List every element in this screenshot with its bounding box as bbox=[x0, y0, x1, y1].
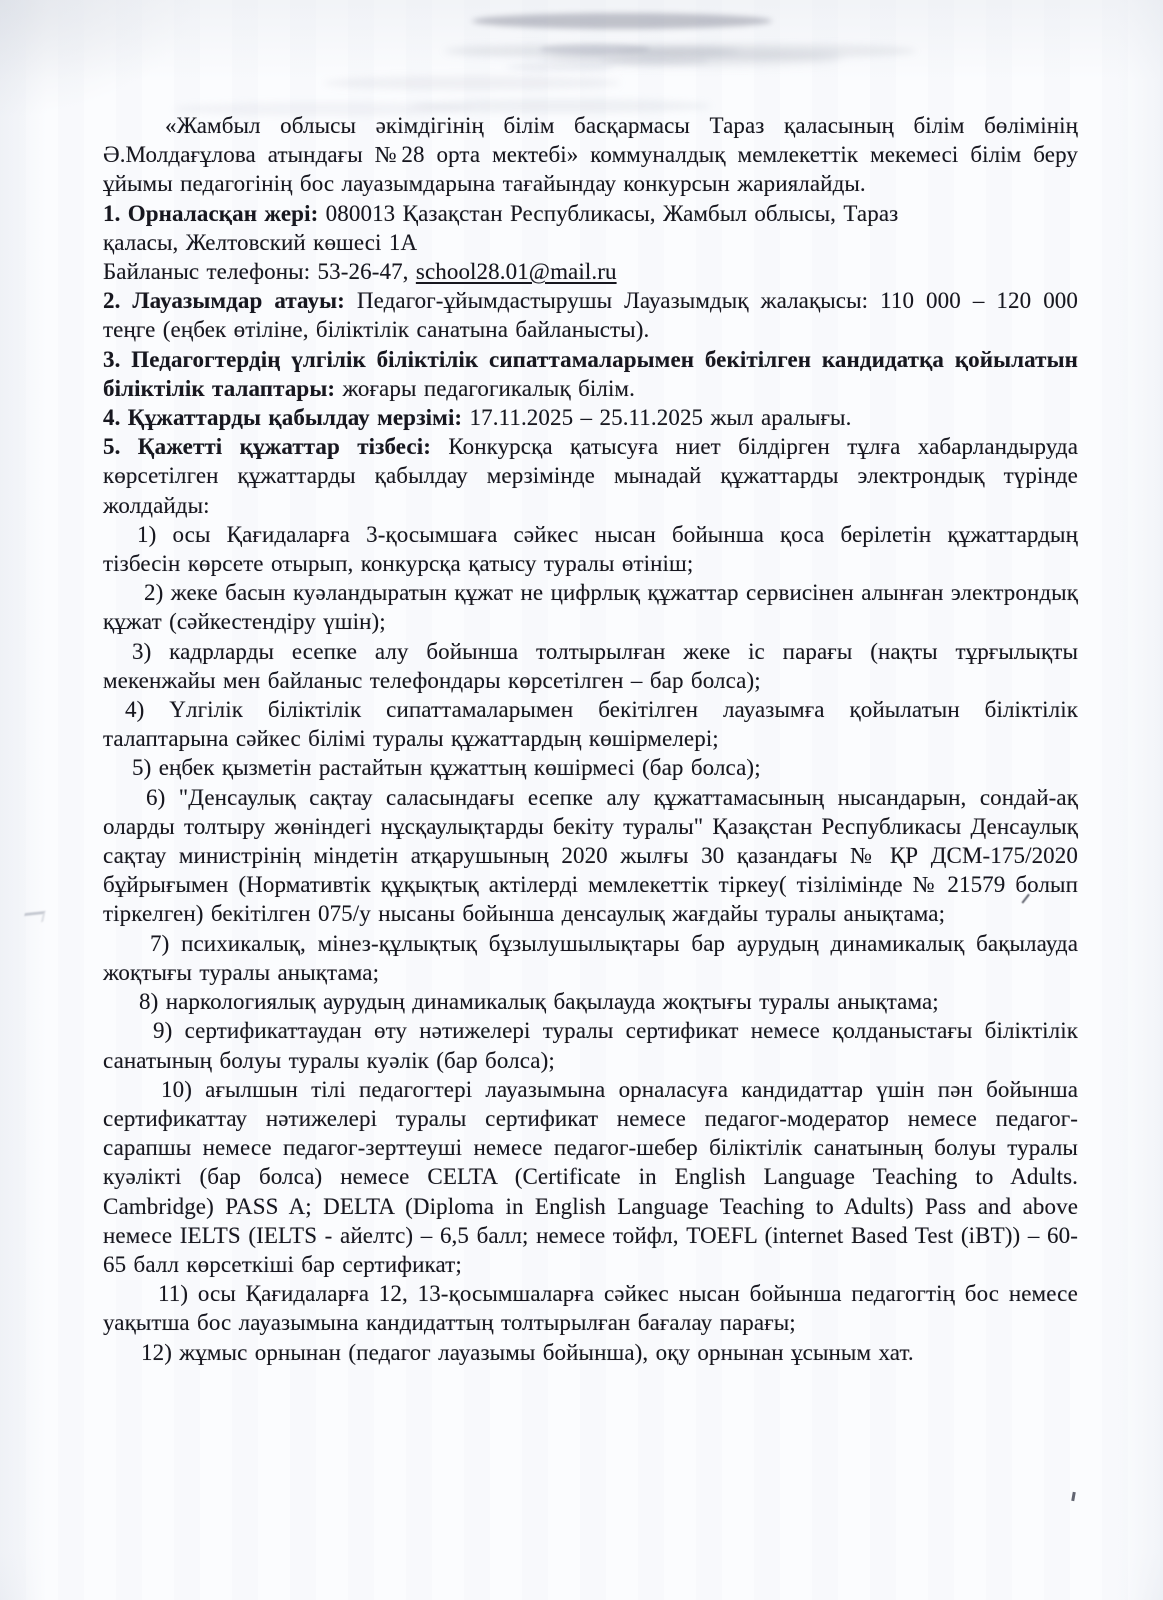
document-list-item-9: 9) сертификаттаудан өту нәтижелері туралы сертификат немесе қолданыстағы біліктілік санатының болуы туралы куәлік (бар болса); bbox=[103, 1018, 1078, 1073]
position-section bbox=[103, 286, 1078, 344]
qualification-label: 3. Педагогтердің үлгілік біліктілік сипаттамаларымен бекітілген кандидатқа қойылатын біліктілік талаптары: bbox=[103, 346, 1078, 401]
contact-line bbox=[103, 257, 1078, 286]
intro-paragraph: «Жамбыл облысы әкімдігінің білім басқармасы Тараз қаласының білім бөлімінің Ә.Молдағұлова атындағы №28 орта мектебі» коммуналдық мемлекеттік мекемесі білім беру ұйымы педагогінің бос лауазымдарына тағайындау конкурсын жариялайды. bbox=[103, 113, 1078, 197]
document-list-item-3: 3) кадрларды есепке алу бойынша толтырылған жеке іс парағы (нақты тұрғылықты мекенжайы мен байланыс телефондары көрсетілген – бар болса); bbox=[103, 638, 1078, 693]
scan-mark-bottom-right bbox=[1071, 1492, 1076, 1501]
deadline-text: 17.11.2025 – 25.11.2025 жыл аралығы. bbox=[462, 405, 852, 431]
qualification-text: жоғары педагогикалық білім. bbox=[335, 375, 635, 401]
scan-smudge-speckles bbox=[540, 44, 650, 54]
document-list-item-7: 7) психикалық, мінез-құлықтық бұзылушылықтары бар аурудың динамикалық бақылауда жоқтығы туралы анықтама; bbox=[103, 930, 1078, 985]
email-text: school28.01@mail.ru bbox=[415, 259, 617, 285]
scan-mark-left-margin bbox=[23, 911, 46, 924]
document-list-item-2: 2) жеке басын куәландыратын құжат не цифрлық құжаттар сервисінен алынған электрондық құжат (сәйкестендіру үшін); bbox=[103, 580, 1078, 635]
document-list-item-8: 8) наркологиялық аурудың динамикалық бақылауда жоқтығы туралы анықтама; bbox=[139, 989, 939, 1015]
document-list-item-5: 5) еңбек қызметін растайтын құжаттың көшірмесі (бар болса); bbox=[132, 755, 761, 781]
document-list-item-10: 10) ағылшын тілі педагогтері лауазымына орналасуға кандидаттар үшін пән бойынша сертификаттау нәтижелері туралы сертификат немесе педагог-модератор немесе педагог-сарапшы немесе педагог-зерттеуші немесе педагог-шебер біліктілік санатының болуы туралы куәлікті (бар болса) немесе CELTA (Certificate in English Language Teaching to Adults. Cambridge) PASS A; DELTA (Diploma in English Language Teaching to Adults) Pass and above немесе IELTS (IELTS - айелтс) – 6,5 балл; немесе тойфл, TOEFL (internet Based Test (iBT)) – 60-65 балл көрсеткіші бар сертификат; bbox=[103, 1076, 1078, 1277]
contact-phone-text: Байланыс телефоны: 53-26-47, bbox=[103, 259, 416, 285]
document-list-item-4: 4) Үлгілік біліктілік сипаттамаларымен бекітілген лауазымға қойылатын біліктілік талаптарына сәйкес білімі туралы құжаттардың көшірмелері; bbox=[103, 697, 1078, 752]
documents-text: Конкурсқа қатысуға ниет білдірген тұлға хабарландыруда көрсетілген құжаттарды қабылдау мерзімінде мынадай құжаттарды электрондық түрінде жолдайды: bbox=[103, 434, 1079, 518]
location-address-line2: қаласы, Желтовский көшесі 1А bbox=[103, 229, 418, 255]
document-list-item-6: 6) "Денсаулық сақтау саласындағы есепке алу құжаттамасының нысандарын, сондай-ақ оларды толтыру жөніндегі нұсқаулықтарды бекіту туралы" Қазақстан Республикасы Денсаулық сақтау министрінің міндетін атқарушының 2020 жылғы 30 қазандағы № ҚР ДСМ-175/2020 бұйрығымен (Нормативтік құқықтық актілерді мемлекеттік тіркеу( тізілімінде № 21579 болып тіркелген) бекітілген 075/у нысаны бойынша денсаулық жағдайы туралы анықтама; bbox=[103, 784, 1078, 927]
document-list-item-11: 11) осы Қағидаларға 12, 13-қосымшаларға сәйкес нысан бойынша педагогтің бос немесе уақытша бос лауазымына кандидаттың толтырылған бағалау парағы; bbox=[103, 1281, 1078, 1336]
scan-smudge-artifact bbox=[472, 13, 772, 29]
qualification-section bbox=[103, 345, 1078, 403]
announcement-document bbox=[103, 111, 1078, 1367]
deadline-label: 4. Құжаттарды қабылдау мерзімі: bbox=[103, 405, 463, 431]
location-section bbox=[103, 199, 1078, 228]
deadline-section bbox=[103, 403, 1078, 432]
position-text: Педагог-ұйымдастырушы Лауазымдық жалақысы: 110 000 – 120 000 теңге (еңбек өтіліне, біліктілік санатына байланысты). bbox=[103, 288, 1078, 343]
documents-section bbox=[103, 432, 1078, 520]
documents-label: 5. Қажетті құжаттар тізбесі: bbox=[103, 434, 431, 460]
document-list-item-1: 1) осы Қағидаларға 3-қосымшаға сәйкес нысан бойынша қоса берілетін құжаттардың тізбесін көрсете отырып, конкурсқа қатысу туралы өтініш; bbox=[103, 521, 1078, 577]
position-label: 2. Лауазымдар атауы: bbox=[103, 288, 345, 314]
location-label: 1. Орналасқан жері: bbox=[103, 200, 319, 226]
document-list-item-12: 12) жұмыс орнынан (педагог лауазымы бойынша), оқу орнынан ұсыным хат. bbox=[141, 1339, 914, 1365]
location-text: 080013 Қазақстан Республикасы, Жамбыл облысы, Тараз bbox=[318, 200, 899, 226]
